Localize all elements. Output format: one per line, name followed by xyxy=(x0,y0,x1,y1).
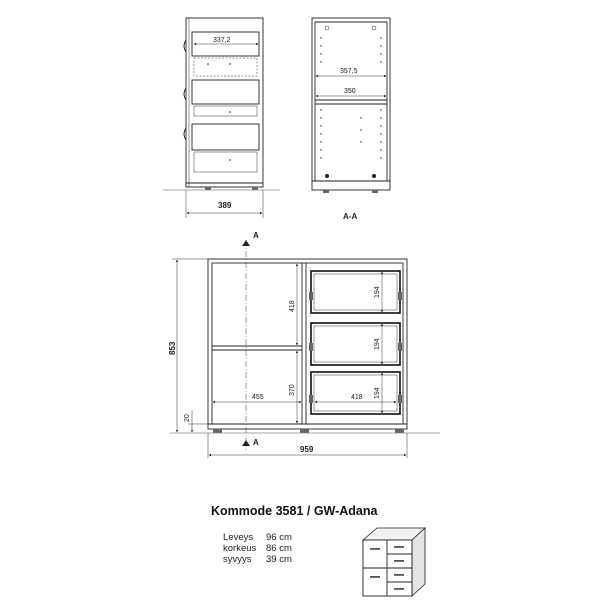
dim-drawer-2: 194 xyxy=(374,338,381,350)
dim-depth-lower: 350 xyxy=(344,88,356,95)
side-drawer-2 xyxy=(192,80,259,104)
screw-hole xyxy=(372,174,376,178)
spec-label: korkeus xyxy=(223,543,257,554)
dim-plinth: 20 xyxy=(184,414,191,422)
side-drawer-3 xyxy=(192,124,259,150)
spec-label: Leveys xyxy=(223,532,254,543)
dim-depth-upper: 357,5 xyxy=(340,68,358,75)
front-foot xyxy=(395,429,404,433)
dim-drawer-1: 194 xyxy=(374,286,381,298)
section-label: A-A xyxy=(343,212,358,221)
section-arrow-top xyxy=(242,240,250,246)
spec-value: 39 cm xyxy=(266,554,292,565)
section-view xyxy=(312,18,390,221)
section-foot xyxy=(323,190,329,193)
section-arrow-bottom xyxy=(242,440,250,446)
product-info xyxy=(211,504,425,596)
screw-hole xyxy=(325,26,329,30)
product-thumbnail xyxy=(363,528,425,596)
dim-inner-depth: 337,2 xyxy=(213,37,231,44)
front-drawer-3 xyxy=(311,372,400,414)
spec-value: 96 cm xyxy=(266,532,292,543)
dim-lower-compartment: 370 xyxy=(289,384,296,396)
front-drawer-1 xyxy=(311,271,400,313)
section-foot xyxy=(372,190,378,193)
dim-upper-compartment: 418 xyxy=(289,300,296,312)
section-marker-top: A xyxy=(253,231,259,240)
front-view xyxy=(168,231,440,458)
side-foot-back xyxy=(252,187,258,190)
dim-total-depth: 389 xyxy=(218,201,232,210)
dim-total-width: 959 xyxy=(300,445,314,454)
front-foot xyxy=(300,429,309,433)
spec-label: syvyys xyxy=(223,554,252,565)
dim-drawer-3: 194 xyxy=(374,387,381,399)
screw-hole xyxy=(372,26,376,30)
side-view xyxy=(163,18,280,218)
dim-drawer-width: 418 xyxy=(351,394,363,401)
dim-height-total: 853 xyxy=(168,341,177,355)
front-foot xyxy=(213,429,222,433)
side-foot-front xyxy=(205,187,211,190)
screw-hole xyxy=(325,174,329,178)
product-title: Kommode 3581 / GW-Adana xyxy=(211,504,378,518)
spec-value: 86 cm xyxy=(266,543,292,554)
section-marker-bottom: A xyxy=(253,438,259,447)
dim-left-width: 455 xyxy=(252,394,264,401)
front-drawer-2 xyxy=(311,323,400,365)
